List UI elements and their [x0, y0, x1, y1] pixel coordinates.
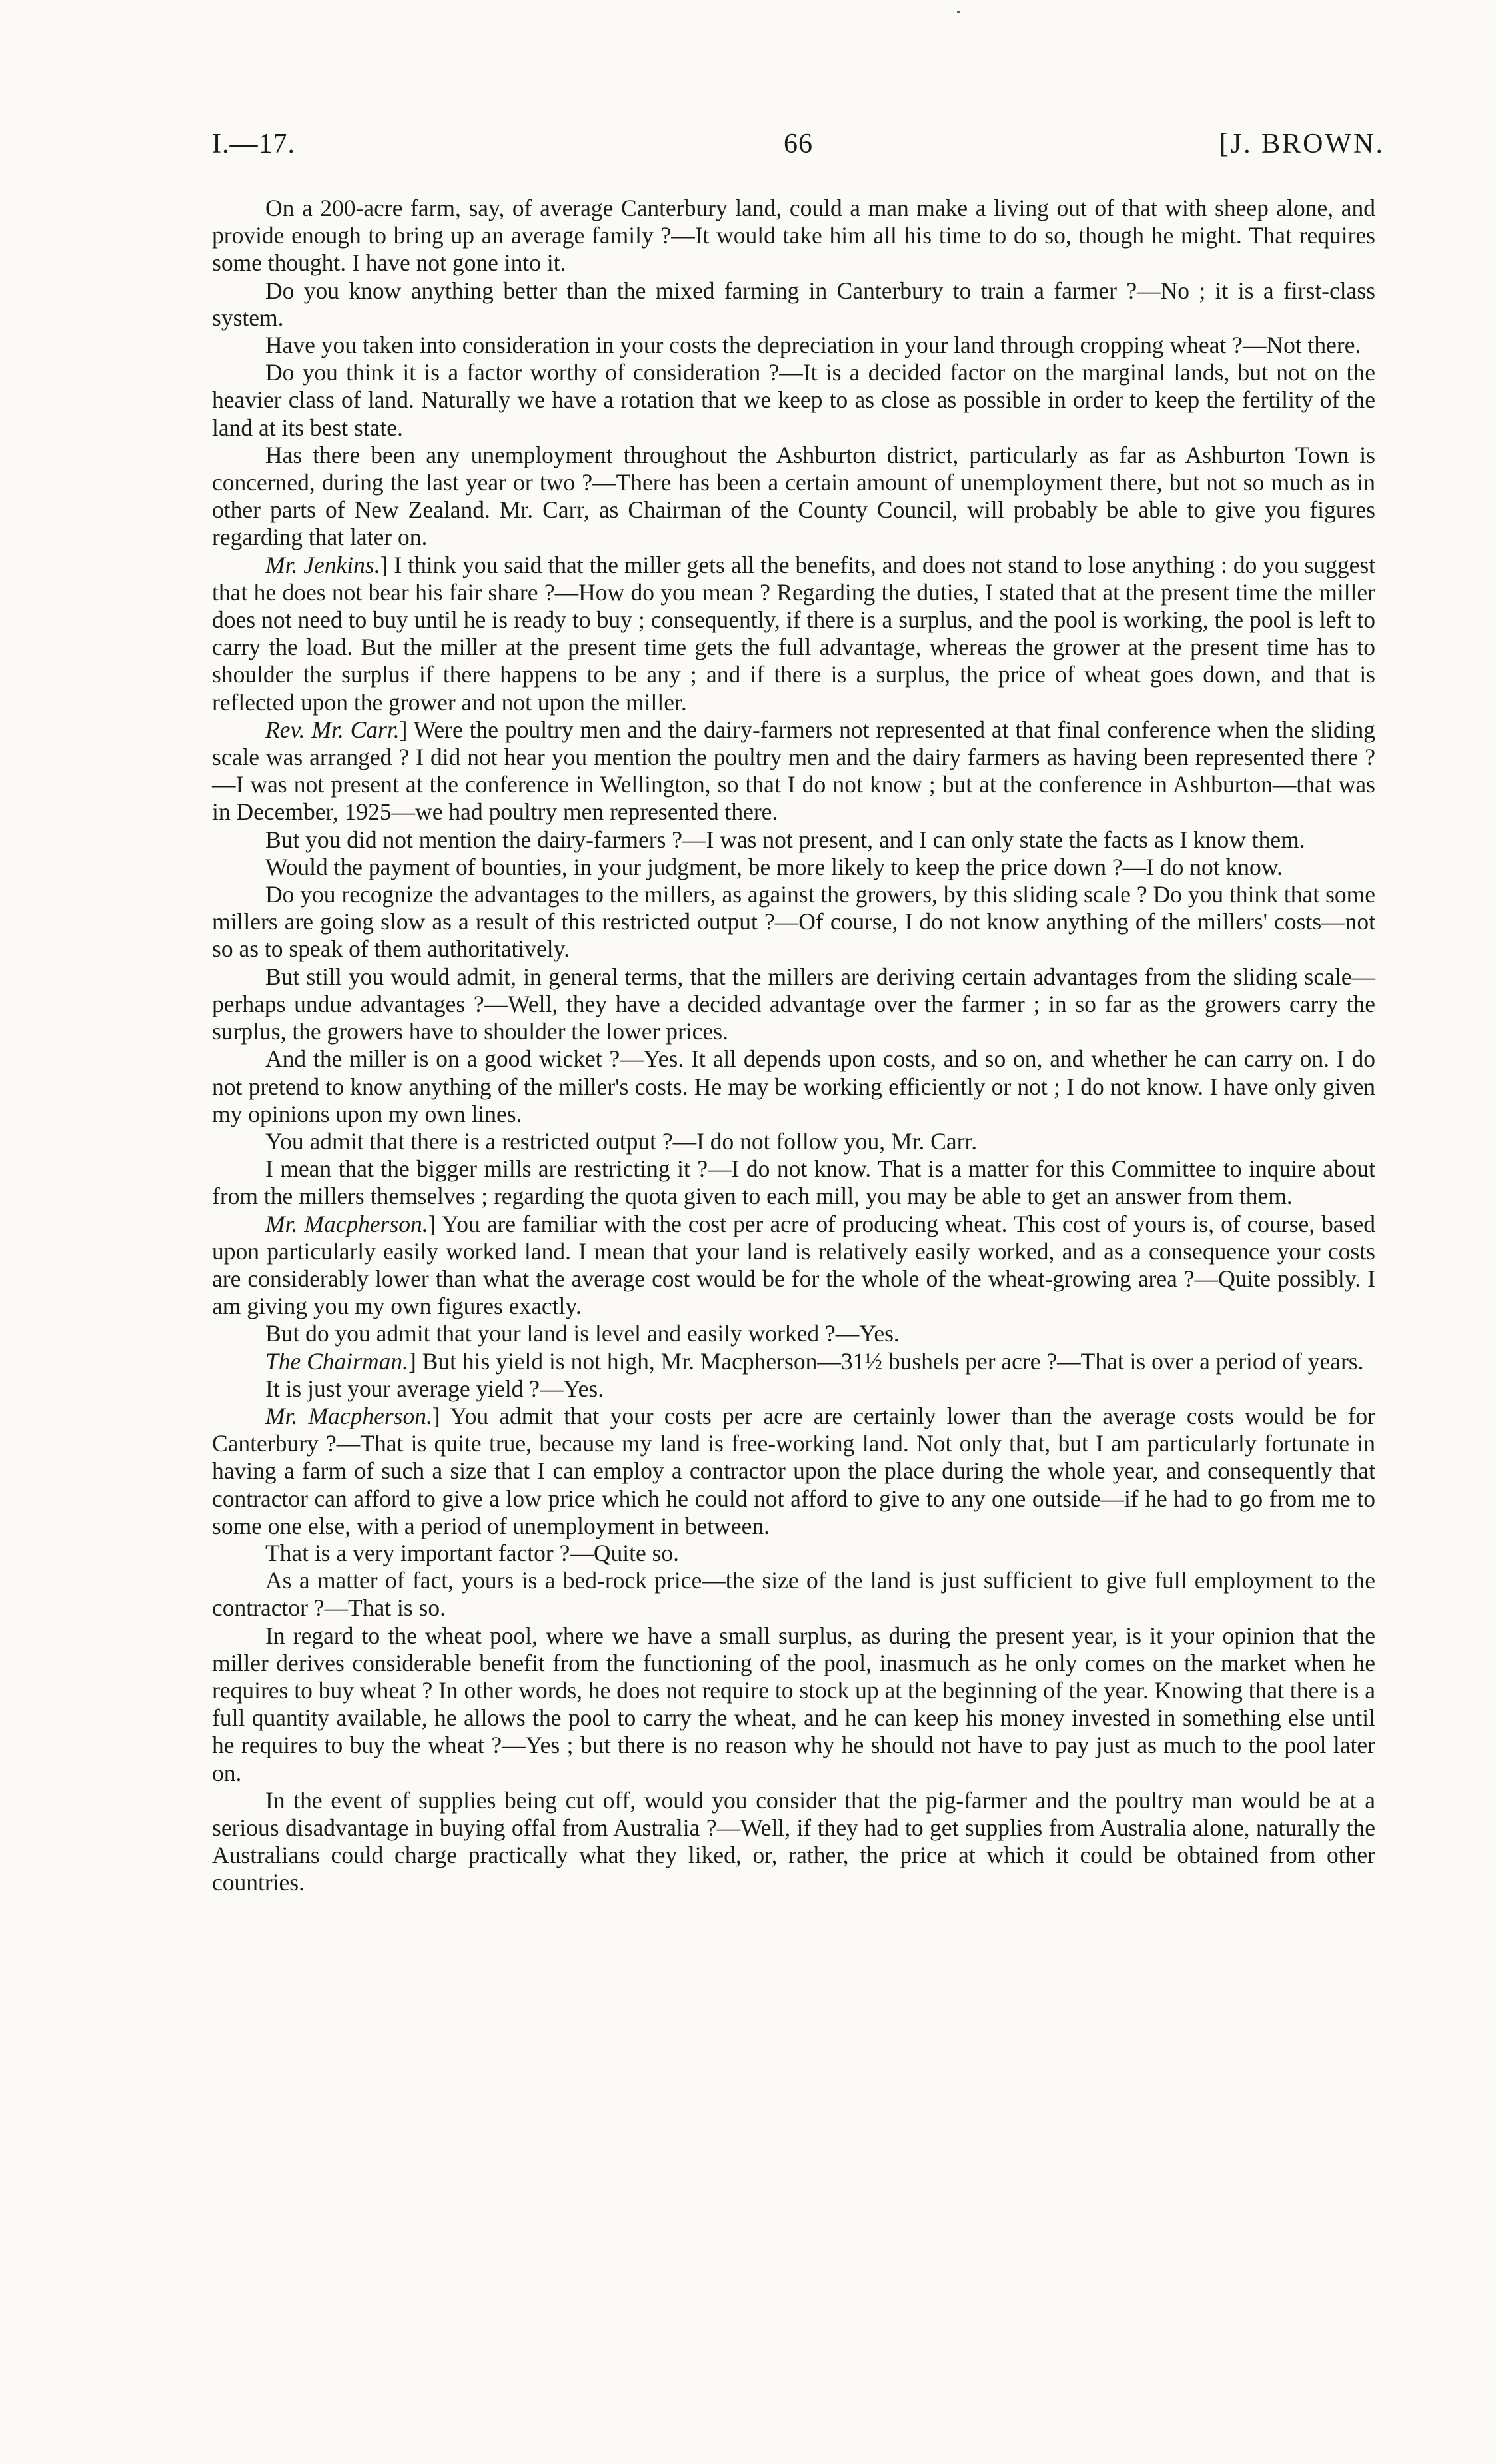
paragraph: [212, 332, 1375, 359]
paragraph: [212, 1045, 1375, 1128]
paragraph: [212, 1622, 1375, 1787]
page-speck: [957, 11, 960, 13]
speaker-name: The Chairman.: [265, 1347, 408, 1375]
paragraph: [212, 881, 1375, 963]
paragraph: [212, 1211, 1375, 1321]
paragraph-text: ] You admit that your costs per acre are certainly lower than the average costs would be for Canterbury ?—That is quite true, because my land is free-working land. Not only that, but I am particularly fortunate in having a farm of such a size that I can employ a contractor upon the place during the whole year, and consequently that contractor can afford to give a low price which he could not afford to give to any one outside—if he had to go from me to some one else, with a period of unemployment in between.: [212, 1402, 1375, 1539]
page-header: [212, 128, 1385, 168]
paragraph-text: And the miller is on a good wicket ?—Yes. It all depends upon costs, and so on, and whether he can carry on. I do not pretend to know anything of the miller's costs. He may be working efficiently or not ; I do not know. I have only given my opinions upon my own lines.: [212, 1045, 1375, 1127]
paragraph: [212, 277, 1375, 332]
paragraph-text: Has there been any unemployment throughout the Ashburton district, particularly as far as Ashburton Town is concerned, during the last year or two ?—There has been a certain amount of unemployment there, but not so much as in other parts of New Zealand. Mr. Carr, as Chairman of the County Council, will probably be able to give you figures regarding that later on.: [212, 441, 1375, 551]
paragraph-text: Would the payment of bounties, in your judgment, be more likely to keep the price down ?—I do not know.: [265, 853, 1283, 880]
paper-reference: I.—17.: [212, 129, 295, 159]
paragraph: [212, 552, 1375, 716]
paragraph: [212, 1567, 1375, 1622]
paragraph: [212, 1403, 1375, 1540]
document-body: [212, 195, 1375, 1897]
paragraph-text: Do you recognize the advantages to the millers, as against the growers, by this sliding scale ? Do you think that some millers are going slow as a result of this restricted output ?—Of course, I do not know anything of the millers' costs—not so as to speak of them authoritatively.: [212, 881, 1375, 963]
paragraph: [212, 1155, 1375, 1210]
paragraph-text: But still you would admit, in general terms, that the millers are deriving certain advantages from the sliding scale—perhaps undue advantages ?—Well, they have a decided advantage over the farmer ; in so far as the growers carry the surplus, the growers have to shoulder the lower prices.: [212, 963, 1375, 1045]
paragraph-text: Do you think it is a factor worthy of consideration ?—It is a decided factor on the marginal lands, but not on the heavier class of land. Naturally we have a rotation that we keep to as close as possible in order to keep the fertility of the land at its best state.: [212, 359, 1375, 441]
paragraph-text: On a 200-acre farm, say, of average Canterbury land, could a man make a living out of that with sheep alone, and provide enough to bring up an average family ?—It would take him all his time to do so, though he might. That requires some thought. I have not gone into it.: [212, 195, 1375, 277]
paragraph: [212, 195, 1375, 277]
paragraph: [212, 359, 1375, 442]
paragraph-text: That is a very important factor ?—Quite so.: [265, 1539, 680, 1566]
paragraph-text: ] Were the poultry men and the dairy-farmers not represented at that final conference when the sliding scale was arranged ? I did not hear you mention the poultry men and the dairy farmers as having been represented there ?—I was not present at the conference in Wellington, so that I do not know ; but at the conference in Ashburton—that was in December, 1925—we had poultry men represented there.: [212, 716, 1376, 826]
paragraph-text: ] I think you said that the miller gets all the benefits, and does not stand to lose anything : do you suggest that he does not bear his fair share ?—How do you mean ? Regarding the duties, I stated that at the present time the miller does not need to buy until he is ready to buy ; consequently, if there is a surplus, and the pool is working, the pool is left to carry the load. But the miller at the present time gets the full advantage, whereas the grower at the present time has to shoulder the surplus if there happens to be any ; and if there is a surplus, the price of wheat goes down, and that is reflected upon the grower and not upon the miller.: [212, 551, 1375, 716]
paragraph-text: But do you admit that your land is level and easily worked ?—Yes.: [265, 1320, 900, 1347]
paragraph-text: But you did not mention the dairy-farmers ?—I was not present, and I can only state the facts as I know them.: [265, 826, 1305, 853]
speaker-name: Mr. Jenkins.: [265, 551, 380, 578]
paragraph-text: ] You are familiar with the cost per acre of producing wheat. This cost of yours is, of course, based upon particularly easily worked land. I mean that your land is relatively easily worked, and as a consequence your costs are considerably lower than what the average cost would be for the whole of the wheat-growing area ?—Quite possibly. I am giving you my own figures exactly.: [212, 1210, 1375, 1320]
paragraph-text: It is just your average yield ?—Yes.: [265, 1375, 604, 1402]
paragraph: [212, 442, 1375, 552]
paragraph-text: In regard to the wheat pool, where we have a small surplus, as during the present year, is it your opinion that the miller derives considerable benefit from the functioning of the pool, inasmuch as he only comes on the market when he requires to buy wheat ? In other words, he does not require to stock up at the beginning of the year. Knowing that there is a full quantity available, he allows the pool to carry the wheat, and he can keep his money invested in something else until he requires to buy the wheat ?—Yes ; but there is no reason why he should not have to pay just as much to the pool later on.: [212, 1622, 1375, 1786]
paragraph: [212, 1375, 1375, 1403]
paragraph: [212, 826, 1375, 854]
paragraph-text: As a matter of fact, yours is a bed-rock price—the size of the land is just sufficient to give full employment to the contractor ?—That is so.: [212, 1567, 1375, 1622]
paragraph-text: ] But his yield is not high, Mr. Macpherson—31½ bushels per acre ?—That is over a period of years.: [408, 1347, 1364, 1375]
paragraph: [212, 1540, 1375, 1567]
paragraph: [212, 1320, 1375, 1347]
paragraph: [212, 1348, 1375, 1375]
witness-name: [J. BROWN.: [1219, 129, 1385, 159]
paragraph-text: I mean that the bigger mills are restricting it ?—I do not know. That is a matter for this Committee to inquire about from the millers themselves ; regarding the quota given to each mill, you may be able to get an answer from them.: [212, 1155, 1375, 1210]
paragraph: [212, 716, 1375, 826]
paragraph-text: Do you know anything better than the mixed farming in Canterbury to train a farmer ?—No ; it is a first-class system.: [212, 277, 1375, 331]
paragraph-text: Have you taken into consideration in your costs the depreciation in your land through cropping wheat ?—Not there.: [265, 332, 1361, 359]
paragraph: [212, 1787, 1375, 1897]
page-number: 66: [784, 129, 813, 159]
speaker-name: Rev. Mr. Carr.: [265, 716, 400, 743]
paragraph-text: In the event of supplies being cut off, would you consider that the pig-farmer and the poultry man would be at a serious disadvantage in buying offal from Australia ?—Well, if they had to get supplies from Australia alone, naturally the Australians could charge practically what they liked, or, rather, the price at which it could be obtained from other countries.: [212, 1786, 1375, 1896]
paragraph: [212, 1128, 1375, 1155]
speaker-name: Mr. Macpherson.: [265, 1210, 428, 1237]
paragraph: [212, 963, 1375, 1046]
paragraph-text: You admit that there is a restricted output ?—I do not follow you, Mr. Carr.: [265, 1127, 978, 1155]
paragraph: [212, 854, 1375, 881]
speaker-name: Mr. Macpherson.: [265, 1402, 432, 1429]
